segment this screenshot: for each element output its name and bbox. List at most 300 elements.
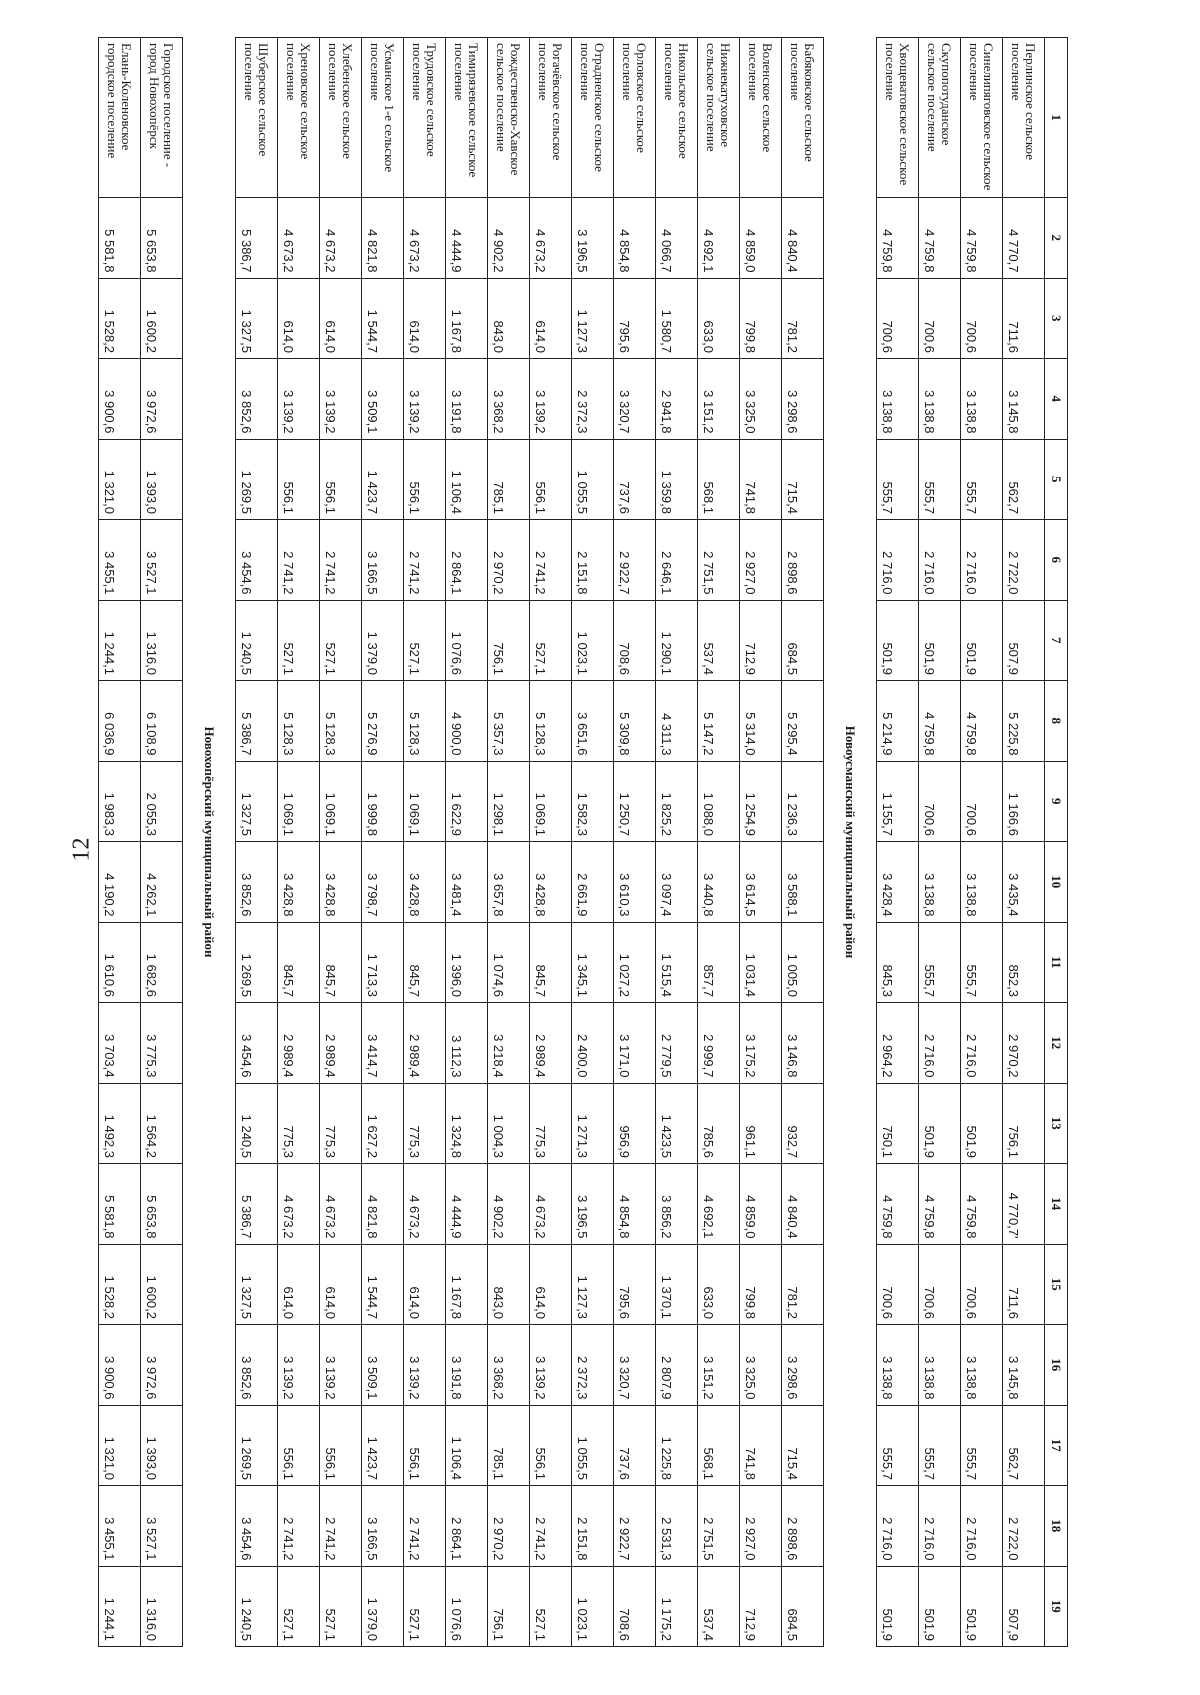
value-cell: 1 600,2: [141, 1244, 183, 1325]
value-cell: 556,1: [530, 1405, 572, 1486]
value-cell: 556,1: [320, 439, 362, 520]
value-cell: 775,3: [278, 1083, 320, 1164]
value-cell: 3 852,6: [236, 359, 278, 440]
value-cell: 795,6: [614, 278, 656, 359]
table-row: [877, 38, 919, 1647]
value-cell: 5 653,8: [141, 1164, 183, 1245]
value-cell: 3 428,8: [278, 842, 320, 923]
value-cell: 1 236,3: [782, 761, 824, 842]
column-number-3: 3: [1045, 278, 1068, 359]
value-cell: 4 673,2: [320, 1164, 362, 1245]
value-cell: 3 527,1: [141, 1486, 183, 1567]
value-cell: 3 112,3: [446, 1003, 488, 1084]
value-cell: 501,9: [919, 1566, 961, 1647]
value-cell: 857,7: [698, 922, 740, 1003]
value-cell: 4 770,7: [1003, 198, 1045, 279]
value-cell: 700,6: [919, 761, 961, 842]
settlement-name: Шуберское сельское поселение: [236, 38, 278, 198]
value-cell: 5 309,8: [614, 681, 656, 762]
settlement-name: Тимирязевское сельское поселение: [446, 38, 488, 198]
value-cell: 1 155,7: [877, 761, 919, 842]
value-cell: 1 610,6: [99, 922, 141, 1003]
value-cell: 3 428,8: [530, 842, 572, 923]
value-cell: 2 751,5: [698, 1486, 740, 1567]
value-cell: 3 145,8: [1003, 1325, 1045, 1406]
value-cell: 3 900,6: [99, 1325, 141, 1406]
value-cell: 3 454,6: [236, 1486, 278, 1567]
value-cell: 684,5: [782, 600, 824, 681]
value-cell: 614,0: [530, 1244, 572, 1325]
settlement-name: Нижнекатуховское сельское поселение: [698, 38, 740, 198]
value-cell: 5 386,7: [236, 681, 278, 762]
value-cell: 1 023,1: [572, 600, 614, 681]
value-cell: 708,6: [614, 600, 656, 681]
value-cell: 1 088,0: [698, 761, 740, 842]
column-number-18: 18: [1045, 1486, 1068, 1567]
value-cell: 2 741,2: [278, 1486, 320, 1567]
value-cell: 1 423,5: [656, 1083, 698, 1164]
value-cell: 715,4: [782, 439, 824, 520]
value-cell: 633,0: [698, 1244, 740, 1325]
value-cell: 1 515,4: [656, 922, 698, 1003]
value-cell: 6 108,9: [141, 681, 183, 762]
value-cell: 2 941,8: [656, 359, 698, 440]
column-number-7: 7: [1045, 600, 1068, 681]
value-cell: 4 066,7: [656, 198, 698, 279]
value-cell: 555,7: [961, 439, 1003, 520]
value-cell: 2 716,0: [961, 1486, 1003, 1567]
value-cell: 3 852,6: [236, 842, 278, 923]
value-cell: 2 646,1: [656, 520, 698, 601]
value-cell: 1 031,4: [740, 922, 782, 1003]
value-cell: 4 821,8: [362, 198, 404, 279]
table-row: [530, 38, 572, 1647]
column-number-13: 13: [1045, 1083, 1068, 1164]
value-cell: 3 138,8: [877, 1325, 919, 1406]
value-cell: 4 821,8: [362, 1164, 404, 1245]
value-cell: 3 435,4: [1003, 842, 1045, 923]
rotated-table-wrapper: [102, 37, 1068, 1647]
value-cell: 5 128,3: [404, 681, 446, 762]
value-cell: 3 428,8: [404, 842, 446, 923]
column-number-8: 8: [1045, 681, 1068, 762]
value-cell: 1 321,0: [99, 1405, 141, 1486]
value-cell: 4 759,8: [919, 681, 961, 762]
value-cell: 4 673,2: [320, 198, 362, 279]
value-cell: 2 531,3: [656, 1486, 698, 1567]
value-cell: 2 898,6: [782, 520, 824, 601]
settlement-name: Никольское сельское поселение: [656, 38, 698, 198]
header-row: [1045, 38, 1068, 1647]
value-cell: 1 393,0: [141, 439, 183, 520]
value-cell: 3 146,8: [782, 1003, 824, 1084]
value-cell: 1 175,2: [656, 1566, 698, 1647]
value-cell: 1 327,5: [236, 761, 278, 842]
value-cell: 775,3: [530, 1083, 572, 1164]
value-cell: 614,0: [404, 1244, 446, 1325]
value-cell: 2 989,4: [404, 1003, 446, 1084]
value-cell: 2 970,2: [488, 520, 530, 601]
column-number-4: 4: [1045, 359, 1068, 440]
value-cell: 785,1: [488, 1405, 530, 1486]
value-cell: 5 581,8: [99, 198, 141, 279]
value-cell: 2 898,6: [782, 1486, 824, 1567]
value-cell: 1 999,8: [362, 761, 404, 842]
value-cell: 633,0: [698, 278, 740, 359]
value-cell: 537,4: [698, 600, 740, 681]
value-cell: 4 311,3: [656, 681, 698, 762]
value-cell: 1 269,5: [236, 439, 278, 520]
value-cell: 1 327,5: [236, 1244, 278, 1325]
column-number-16: 16: [1045, 1325, 1068, 1406]
value-cell: 501,9: [961, 1566, 1003, 1647]
value-cell: 4 262,1: [141, 842, 183, 923]
value-cell: 3 138,8: [961, 842, 1003, 923]
value-cell: 556,1: [278, 1405, 320, 1486]
value-cell: 4 854,8: [614, 198, 656, 279]
value-cell: 1 370,1: [656, 1244, 698, 1325]
value-cell: 1 269,5: [236, 1405, 278, 1486]
settlement-name: Бабяковское сельское поселение: [782, 38, 824, 198]
value-cell: 1 379,0: [362, 1566, 404, 1647]
value-cell: 1 244,1: [99, 1566, 141, 1647]
value-cell: 781,2: [782, 278, 824, 359]
value-cell: 1 290,1: [656, 600, 698, 681]
value-cell: 1 423,7: [362, 1405, 404, 1486]
value-cell: 1 825,2: [656, 761, 698, 842]
value-cell: 3 139,2: [530, 359, 572, 440]
value-cell: 2 372,3: [572, 1325, 614, 1406]
value-cell: 4 759,8: [961, 198, 1003, 279]
value-cell: 3 298,6: [782, 359, 824, 440]
value-cell: 1 244,1: [99, 600, 141, 681]
value-cell: 3 703,4: [99, 1003, 141, 1084]
value-cell: 845,7: [530, 922, 572, 1003]
value-cell: 1 345,1: [572, 922, 614, 1003]
value-cell: 1 321,0: [99, 439, 141, 520]
value-cell: 3 145,8: [1003, 359, 1045, 440]
value-cell: 2 741,2: [320, 520, 362, 601]
value-cell: 3 151,2: [698, 1325, 740, 1406]
value-cell: 3 900,6: [99, 359, 141, 440]
settlement-name: Трудовское сельское поселение: [404, 38, 446, 198]
value-cell: 799,8: [740, 1244, 782, 1325]
value-cell: 961,1: [740, 1083, 782, 1164]
value-cell: 4 854,8: [614, 1164, 656, 1245]
value-cell: 756,1: [488, 600, 530, 681]
value-cell: 712,9: [740, 600, 782, 681]
value-cell: 2 716,0: [961, 1003, 1003, 1084]
value-cell: 527,1: [530, 1566, 572, 1647]
value-cell: 4 759,8: [877, 1164, 919, 1245]
value-cell: 3 657,8: [488, 842, 530, 923]
value-cell: 2 864,1: [446, 1486, 488, 1567]
value-cell: 2 151,8: [572, 520, 614, 601]
value-cell: 1 582,3: [572, 761, 614, 842]
value-cell: 785,1: [488, 439, 530, 520]
value-cell: 1 027,2: [614, 922, 656, 1003]
value-cell: 843,0: [488, 278, 530, 359]
value-cell: 1 240,5: [236, 1083, 278, 1164]
value-cell: 568,1: [698, 1405, 740, 1486]
value-cell: 1 076,6: [446, 600, 488, 681]
table-row: [446, 38, 488, 1647]
value-cell: 2 779,5: [656, 1003, 698, 1084]
column-number-17: 17: [1045, 1405, 1068, 1486]
value-cell: 3 138,8: [919, 359, 961, 440]
value-cell: 501,9: [961, 600, 1003, 681]
value-cell: 527,1: [404, 600, 446, 681]
table-row: [572, 38, 614, 1647]
value-cell: 4 859,0: [740, 1164, 782, 1245]
column-number-10: 10: [1045, 842, 1068, 923]
value-cell: 2 716,0: [961, 520, 1003, 601]
value-cell: 4 673,2: [278, 198, 320, 279]
value-cell: 562,7: [1003, 439, 1045, 520]
value-cell: 3 171,0: [614, 1003, 656, 1084]
value-cell: 3 151,2: [698, 359, 740, 440]
value-cell: 1 396,0: [446, 922, 488, 1003]
value-cell: 2 964,2: [877, 1003, 919, 1084]
value-cell: 2 055,3: [141, 761, 183, 842]
value-cell: 756,1: [488, 1566, 530, 1647]
value-cell: 4 759,8: [961, 681, 1003, 762]
column-number-12: 12: [1045, 1003, 1068, 1084]
table-row: [488, 38, 530, 1647]
table-row: [919, 38, 961, 1647]
value-cell: 4 692,1: [698, 198, 740, 279]
settlement-name: Отрадненское сельское поселение: [572, 38, 614, 198]
value-cell: 5 357,3: [488, 681, 530, 762]
value-cell: 1 269,5: [236, 922, 278, 1003]
value-cell: 2 999,7: [698, 1003, 740, 1084]
table-row: [614, 38, 656, 1647]
value-cell: 711,6: [1003, 1244, 1045, 1325]
value-cell: 3 428,4: [877, 842, 919, 923]
value-cell: 3 138,8: [919, 1325, 961, 1406]
value-cell: 3 166,5: [362, 1486, 404, 1567]
value-cell: 4 840,4: [782, 198, 824, 279]
value-cell: 3 455,1: [99, 1486, 141, 1567]
table-row: [320, 38, 362, 1647]
value-cell: 1 069,1: [278, 761, 320, 842]
value-cell: 1 106,4: [446, 1405, 488, 1486]
section-heading-row: [183, 38, 236, 1647]
value-cell: 2 372,3: [572, 359, 614, 440]
value-cell: 712,9: [740, 1566, 782, 1647]
value-cell: 2 716,0: [919, 1486, 961, 1567]
value-cell: 2 741,2: [278, 520, 320, 601]
value-cell: 3 852,6: [236, 1325, 278, 1406]
value-cell: 3 509,1: [362, 1325, 404, 1406]
value-cell: 781,2: [782, 1244, 824, 1325]
value-cell: 3 972,6: [141, 359, 183, 440]
value-cell: 614,0: [278, 278, 320, 359]
value-cell: 4 902,2: [488, 1164, 530, 1245]
settlement-name: Воленское сельское поселение: [740, 38, 782, 198]
value-cell: 3 325,0: [740, 1325, 782, 1406]
value-cell: 3 481,4: [446, 842, 488, 923]
value-cell: 3 509,1: [362, 359, 404, 440]
table-row: [141, 38, 183, 1647]
value-cell: 3 218,4: [488, 1003, 530, 1084]
value-cell: 3 588,1: [782, 842, 824, 923]
value-cell: 3 196,5: [572, 1164, 614, 1245]
value-cell: 737,6: [614, 1405, 656, 1486]
table-row: [698, 38, 740, 1647]
value-cell: 614,0: [530, 278, 572, 359]
value-cell: 3 138,8: [919, 842, 961, 923]
value-cell: 3 454,6: [236, 1003, 278, 1084]
value-cell: 1 069,1: [404, 761, 446, 842]
value-cell: 3 139,2: [404, 359, 446, 440]
value-cell: 4 859,0: [740, 198, 782, 279]
column-number-19: 19: [1045, 1566, 1068, 1647]
table-row: [404, 38, 446, 1647]
value-cell: 4 673,2: [530, 198, 572, 279]
value-cell: 2 989,4: [530, 1003, 572, 1084]
value-cell: 3 614,5: [740, 842, 782, 923]
value-cell: 5 128,3: [278, 681, 320, 762]
value-cell: 527,1: [278, 600, 320, 681]
value-cell: 1 983,3: [99, 761, 141, 842]
value-cell: 5 128,3: [530, 681, 572, 762]
value-cell: 1 580,7: [656, 278, 698, 359]
value-cell: 555,7: [961, 1405, 1003, 1486]
value-cell: 1 393,0: [141, 1405, 183, 1486]
table-row: [236, 38, 278, 1647]
value-cell: 527,1: [320, 1566, 362, 1647]
settlement-name: Рогачёвское сельское поселение: [530, 38, 572, 198]
value-cell: 2 922,7: [614, 1486, 656, 1567]
value-cell: 3 651,6: [572, 681, 614, 762]
value-cell: 501,9: [961, 1083, 1003, 1164]
value-cell: 700,6: [919, 1244, 961, 1325]
value-cell: 700,6: [961, 278, 1003, 359]
value-cell: 1 004,3: [488, 1083, 530, 1164]
value-cell: 3 139,2: [278, 1325, 320, 1406]
value-cell: 1 359,8: [656, 439, 698, 520]
value-cell: 3 139,2: [320, 1325, 362, 1406]
value-cell: 1 324,8: [446, 1083, 488, 1164]
value-cell: 932,7: [782, 1083, 824, 1164]
value-cell: 5 386,7: [236, 198, 278, 279]
settlement-name: Хлебенское сельское поселение: [320, 38, 362, 198]
value-cell: 5 128,3: [320, 681, 362, 762]
table-row: [740, 38, 782, 1647]
value-cell: 3 368,2: [488, 359, 530, 440]
value-cell: 5 225,8: [1003, 681, 1045, 762]
value-cell: 527,1: [404, 1566, 446, 1647]
value-cell: 2 716,0: [919, 1003, 961, 1084]
value-cell: 3 320,7: [614, 1325, 656, 1406]
value-cell: 1 682,6: [141, 922, 183, 1003]
column-number-11: 11: [1045, 922, 1068, 1003]
value-cell: 1 528,2: [99, 1244, 141, 1325]
value-cell: 1 423,7: [362, 439, 404, 520]
table-row: [961, 38, 1003, 1647]
value-cell: 2 741,2: [404, 1486, 446, 1567]
value-cell: 5 214,9: [877, 681, 919, 762]
value-cell: 4 444,9: [446, 198, 488, 279]
column-number-5: 5: [1045, 439, 1068, 520]
value-cell: 1 240,5: [236, 600, 278, 681]
value-cell: 4 840,4: [782, 1164, 824, 1245]
value-cell: 4 770,7': [1003, 1164, 1045, 1245]
value-cell: 556,1: [320, 1405, 362, 1486]
value-cell: 1 166,6: [1003, 761, 1045, 842]
value-cell: 3 454,6: [236, 520, 278, 601]
value-cell: 700,6: [961, 1244, 1003, 1325]
value-cell: 2 151,8: [572, 1486, 614, 1567]
value-cell: 852,3: [1003, 922, 1045, 1003]
value-cell: 3 166,5: [362, 520, 404, 601]
value-cell: 2 716,0: [877, 1486, 919, 1567]
value-cell: 555,7: [919, 1405, 961, 1486]
value-cell: 1 076,6: [446, 1566, 488, 1647]
value-cell: 775,3: [404, 1083, 446, 1164]
value-cell: 555,7: [877, 1405, 919, 1486]
value-cell: 700,6: [961, 761, 1003, 842]
column-number-14: 14: [1045, 1164, 1068, 1245]
value-cell: 3 138,8: [877, 359, 919, 440]
table-row: [278, 38, 320, 1647]
column-number-1: 1: [1045, 38, 1068, 198]
value-cell: 3 440,8: [698, 842, 740, 923]
value-cell: 3 798,7: [362, 842, 404, 923]
value-cell: 2 741,2: [530, 1486, 572, 1567]
value-cell: 614,0: [278, 1244, 320, 1325]
value-cell: 3 139,2: [320, 359, 362, 440]
value-cell: 1 544,7: [362, 1244, 404, 1325]
value-cell: 1 240,5: [236, 1566, 278, 1647]
table-row: [782, 38, 824, 1647]
settlement-name: Скупопотуданское сельское поселение: [919, 38, 961, 198]
value-cell: 3 610,3: [614, 842, 656, 923]
value-cell: 741,8: [740, 439, 782, 520]
value-cell: 3 139,2: [404, 1325, 446, 1406]
value-cell: 700,6: [919, 278, 961, 359]
value-cell: 1 069,1: [320, 761, 362, 842]
value-cell: 1 528,2: [99, 278, 141, 359]
value-cell: 1 298,1: [488, 761, 530, 842]
value-cell: 5 581,8: [99, 1164, 141, 1245]
value-cell: 3 527,1: [141, 520, 183, 601]
value-cell: 2 970,2: [488, 1486, 530, 1567]
value-cell: 3 191,8: [446, 1325, 488, 1406]
column-number-9: 9: [1045, 761, 1068, 842]
value-cell: 4 673,2: [278, 1164, 320, 1245]
table-row: [362, 38, 404, 1647]
value-cell: 562,7: [1003, 1405, 1045, 1486]
value-cell: 2 716,0: [877, 520, 919, 601]
value-cell: 3 139,2: [530, 1325, 572, 1406]
value-cell: 775,3: [320, 1083, 362, 1164]
value-cell: 1 544,7: [362, 278, 404, 359]
value-cell: 556,1: [530, 439, 572, 520]
value-cell: 1 600,2: [141, 278, 183, 359]
value-cell: 3 298,6: [782, 1325, 824, 1406]
settlement-name: Городское поселение - город Новохопёрск: [141, 38, 183, 198]
value-cell: 3 856,2: [656, 1164, 698, 1245]
value-cell: 1 106,4: [446, 439, 488, 520]
value-cell: 1 254,9: [740, 761, 782, 842]
settlement-name: Перлинское сельское поселение: [1003, 38, 1045, 198]
value-cell: 5 147,2: [698, 681, 740, 762]
value-cell: 1 627,2: [362, 1083, 404, 1164]
value-cell: 3 455,1: [99, 520, 141, 601]
value-cell: 1 564,2: [141, 1083, 183, 1164]
